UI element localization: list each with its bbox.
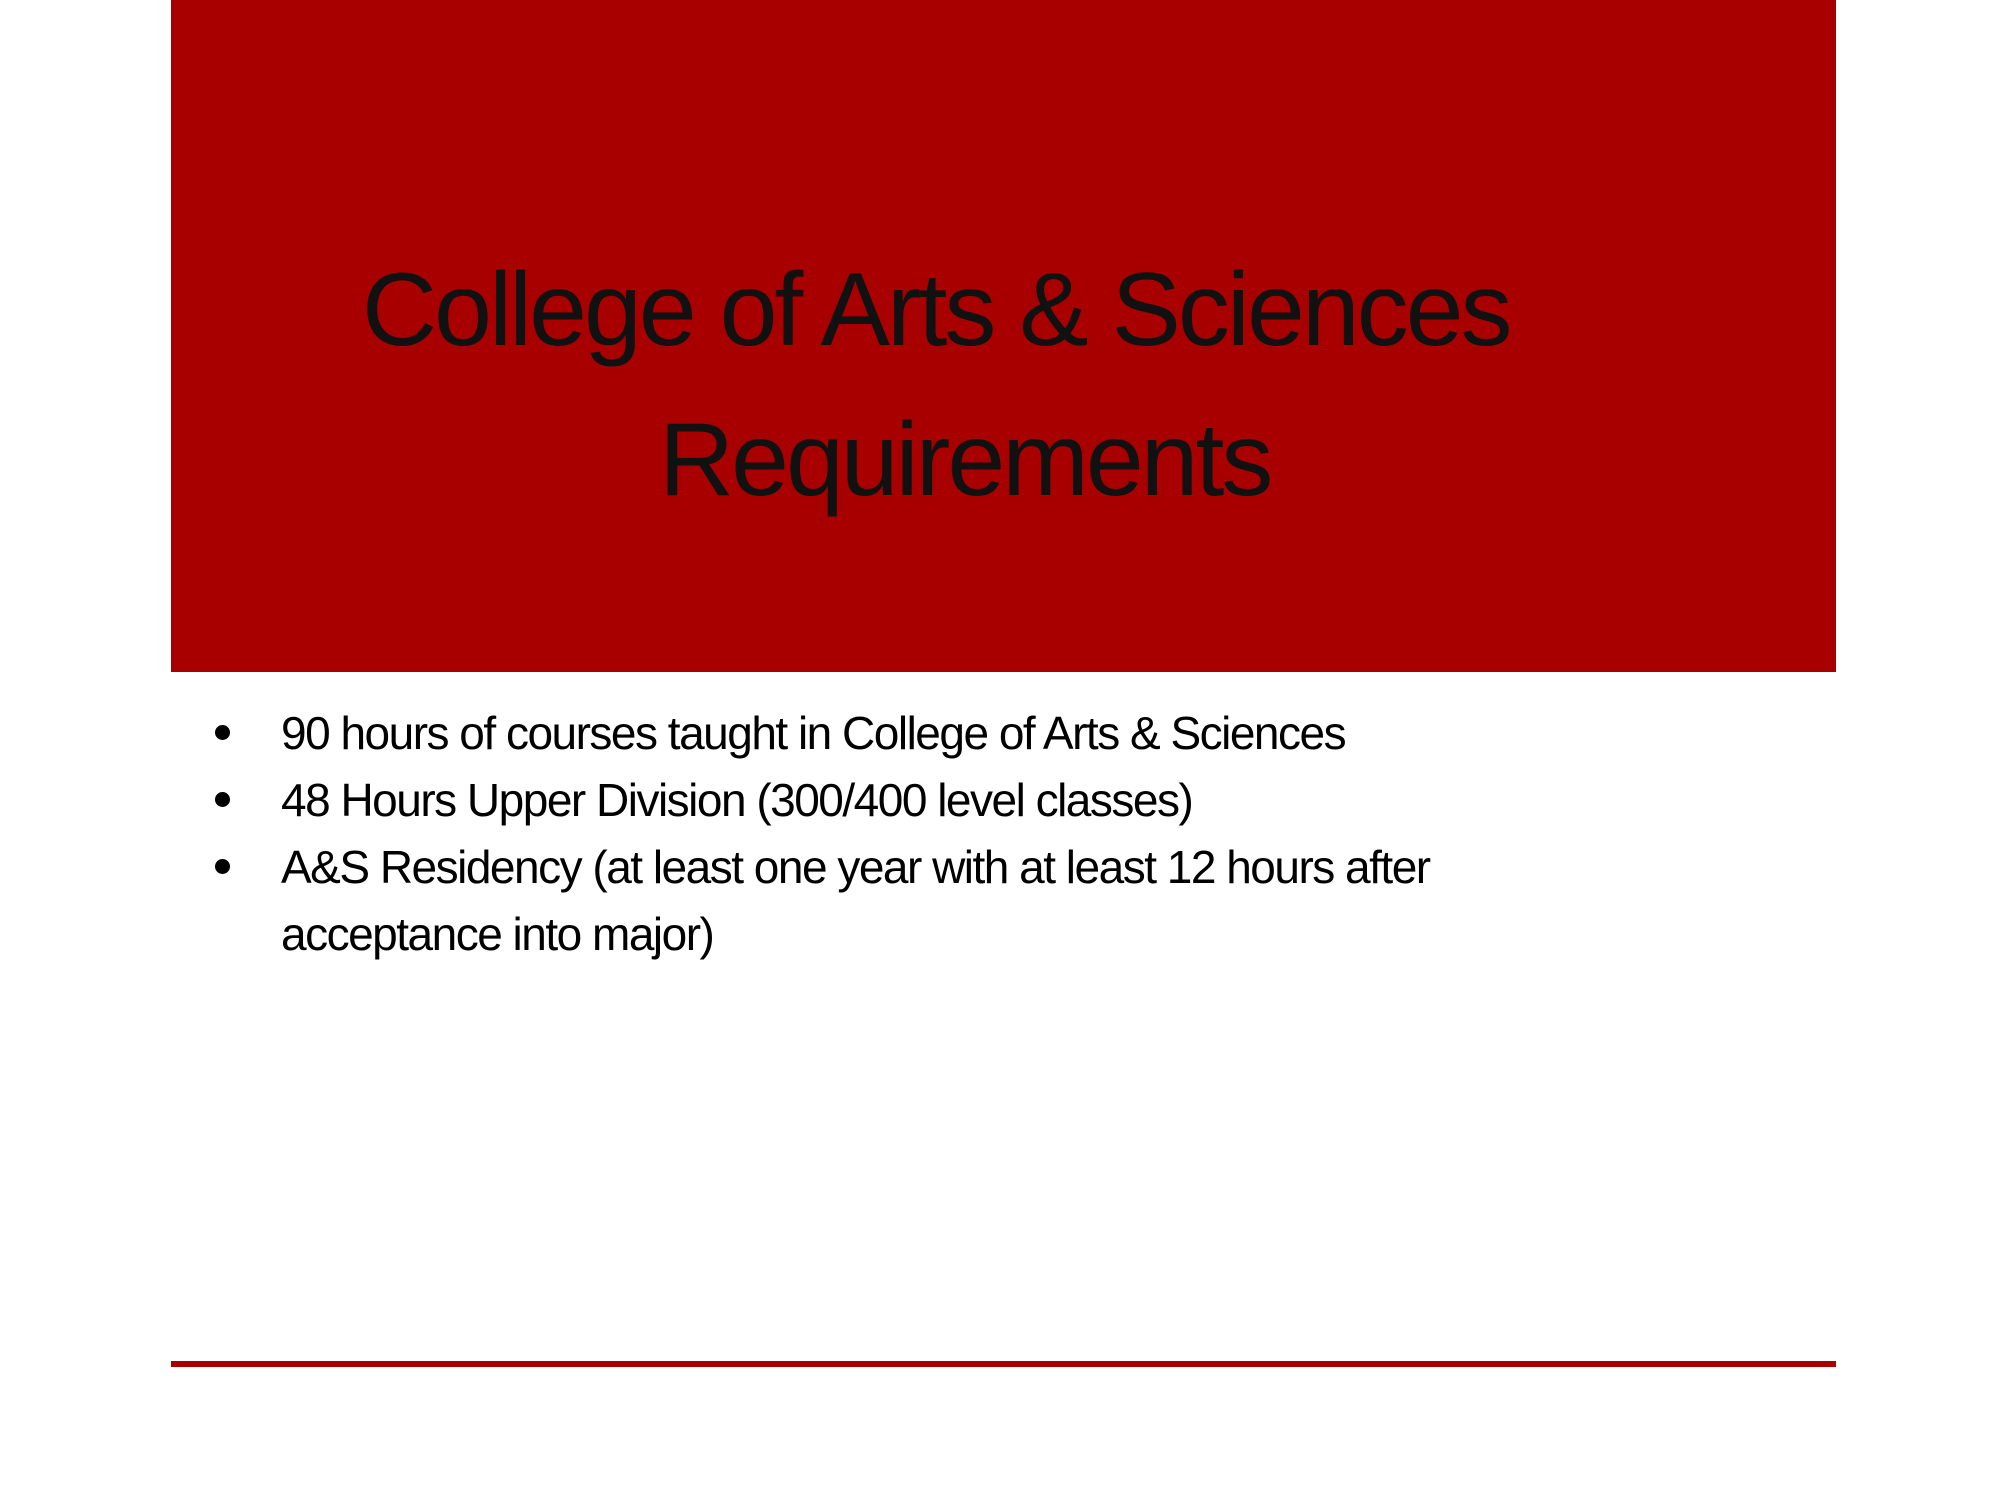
list-item (205, 700, 1655, 767)
footer-divider (171, 1361, 1836, 1367)
list-item-text: 48 Hours Upper Division (300/400 level classes) (281, 774, 1193, 826)
list-item (205, 767, 1655, 834)
bullet-icon (215, 859, 230, 874)
title-banner (171, 0, 1836, 672)
requirements-list (205, 700, 1655, 968)
slide-title-line-1: College of Arts & Sciences (362, 252, 1510, 368)
list-item (205, 834, 1655, 968)
bullet-icon (215, 725, 230, 740)
slide-title-line-2: Requirements (659, 402, 1271, 518)
list-item-text: 90 hours of courses taught in College of Arts & Sciences (281, 707, 1346, 759)
list-item-text: A&S Residency (at least one year with at least 12 hours after acceptance into major) (281, 841, 1430, 960)
bullet-icon (215, 792, 230, 807)
